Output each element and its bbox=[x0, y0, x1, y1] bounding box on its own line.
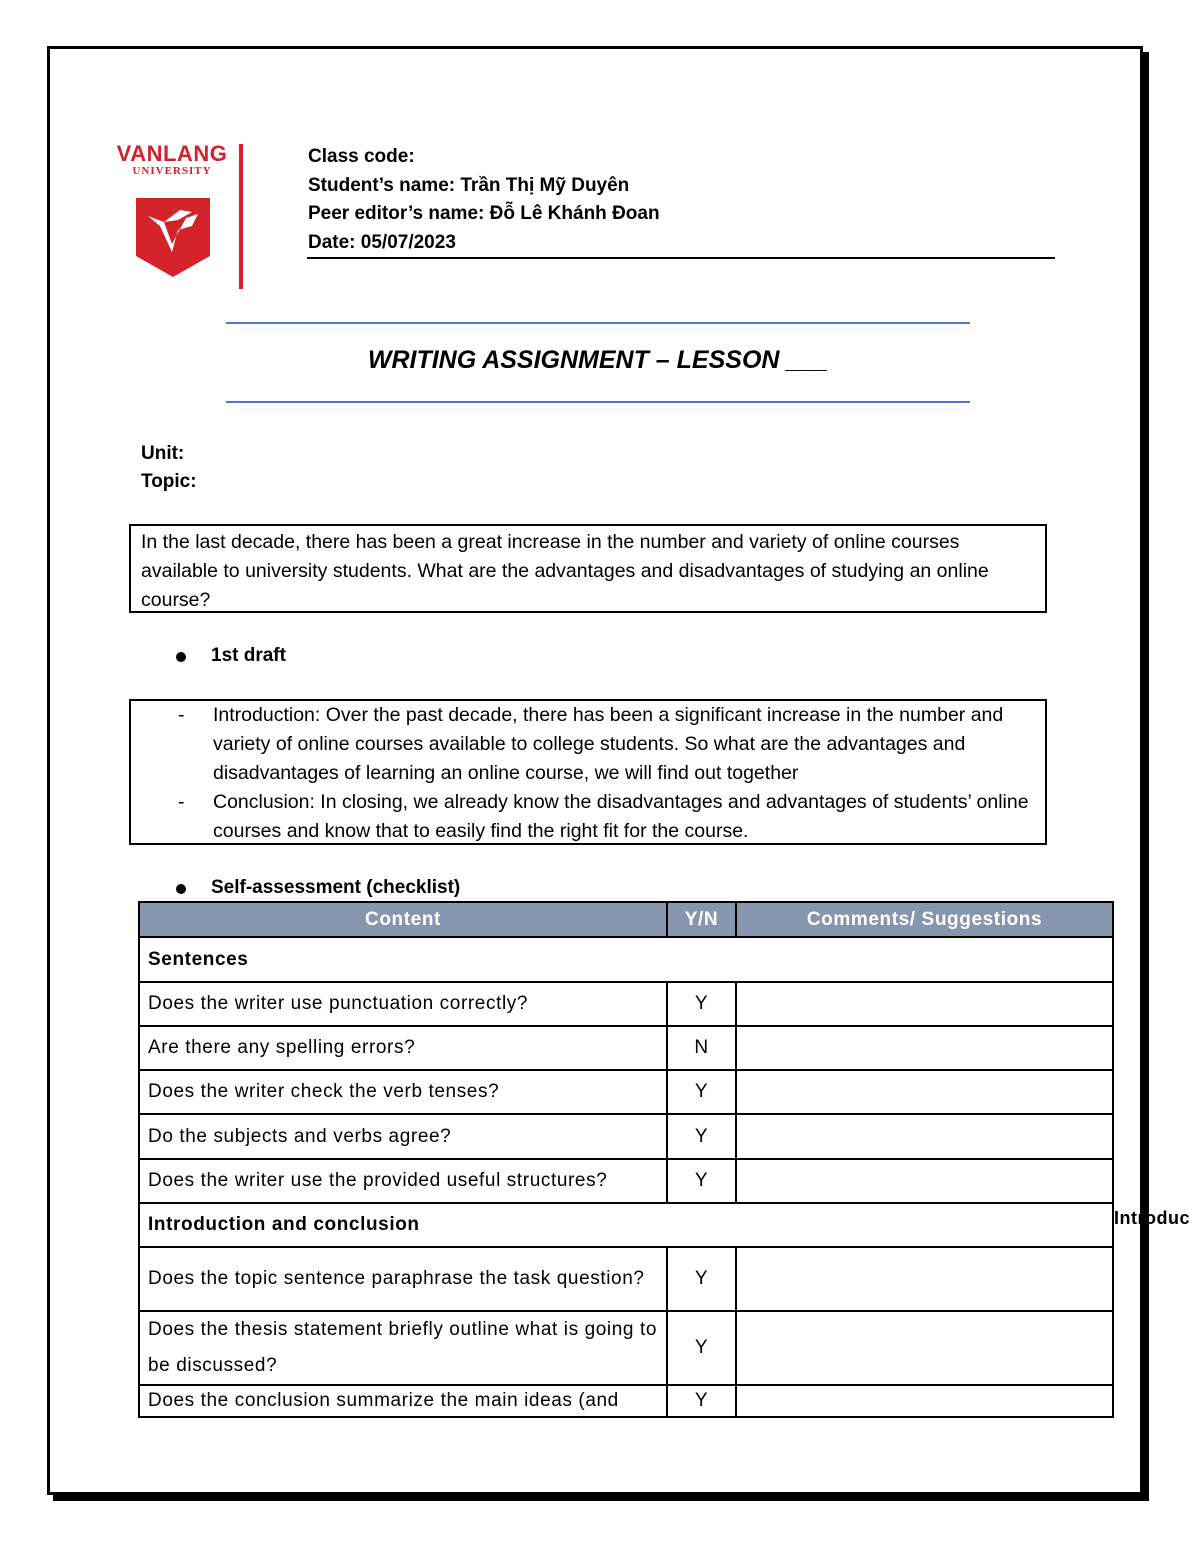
comment-cell[interactable] bbox=[736, 1385, 1113, 1417]
draft-conclusion: - Conclusion: In closing, we already know the disadvantages and advantages of students’ online courses and know that to easily find the right fit for the course. bbox=[178, 791, 1029, 842]
table-row: Do the subjects and verbs agree? Y bbox=[139, 1114, 1113, 1159]
task-prompt: In the last decade, there has been a great increase in the number and variety of online courses available to university students. What are the advantages and disadvantages of studying an online course? bbox=[129, 524, 1047, 613]
checklist-table bbox=[138, 901, 1114, 1418]
comment-cell[interactable] bbox=[736, 1159, 1113, 1203]
checklist-heading: Self-assessment (checklist) bbox=[211, 877, 461, 898]
logo-name: VANLANG bbox=[116, 141, 228, 166]
table-row: Does the writer check the verb tenses? Y bbox=[139, 1070, 1113, 1114]
comment-cell[interactable] bbox=[736, 1026, 1113, 1070]
vanlang-logo bbox=[112, 142, 247, 290]
column-header-comments: Comments/ Suggestions bbox=[736, 902, 1113, 937]
shield-icon bbox=[134, 192, 212, 278]
column-header-yn: Y/N bbox=[667, 902, 736, 937]
logo-sub: UNIVERSITY bbox=[132, 165, 212, 177]
page-title: WRITING ASSIGNMENT – LESSON ___ bbox=[367, 346, 829, 374]
column-header-content: Content bbox=[139, 902, 667, 937]
comment-cell[interactable] bbox=[736, 1114, 1113, 1159]
draft-box bbox=[129, 699, 1047, 845]
unit-label: Unit: bbox=[141, 443, 185, 464]
overflow-cell-text: Introduc bbox=[1114, 1208, 1190, 1228]
overflow-divider bbox=[1112, 1205, 1114, 1245]
date: Date: 05/07/2023 bbox=[308, 231, 456, 253]
table-row: Does the topic sentence paraphrase the task question? Y bbox=[139, 1247, 1113, 1311]
draft-introduction: - Introduction: Over the past decade, there has been a significant increase in the number and variety of online courses available to college students. So what are the advantages and disadvantages of learning an online course, we will find out together bbox=[178, 704, 1004, 784]
logo-divider bbox=[239, 144, 243, 289]
bullet-icon bbox=[176, 652, 186, 662]
comment-cell[interactable] bbox=[736, 982, 1113, 1026]
table-row: Are there any spelling errors? N bbox=[139, 1026, 1113, 1070]
title-rule-bottom bbox=[226, 401, 970, 403]
table-row: Does the conclusion summarize the main ideas (and Y bbox=[139, 1385, 1113, 1417]
bullet-icon bbox=[176, 884, 186, 894]
comment-cell[interactable] bbox=[736, 1311, 1113, 1385]
peer-editor: Peer editor’s name: Đỗ Lê Khánh Đoan bbox=[308, 203, 660, 224]
table-row: Does the writer use punctuation correctly? Y bbox=[139, 982, 1113, 1026]
comment-cell[interactable] bbox=[736, 1070, 1113, 1114]
header-info bbox=[308, 143, 660, 257]
student-name: Student’s name: Trần Thị Mỹ Duyên bbox=[308, 174, 630, 196]
title-rule-top bbox=[226, 322, 970, 324]
table-row: Does the thesis statement briefly outline what is going to be discussed? Y bbox=[139, 1311, 1113, 1385]
section-title: Sentences bbox=[139, 937, 1113, 982]
header-divider bbox=[307, 257, 1055, 259]
section-title: Introduction and conclusion bbox=[139, 1203, 1113, 1247]
table-row: Does the writer use the provided useful structures? Y bbox=[139, 1159, 1113, 1203]
topic-label: Topic: bbox=[141, 471, 197, 492]
class-code: Class code: bbox=[308, 146, 415, 167]
comment-cell[interactable] bbox=[736, 1247, 1113, 1311]
draft-heading: 1st draft bbox=[211, 645, 286, 666]
